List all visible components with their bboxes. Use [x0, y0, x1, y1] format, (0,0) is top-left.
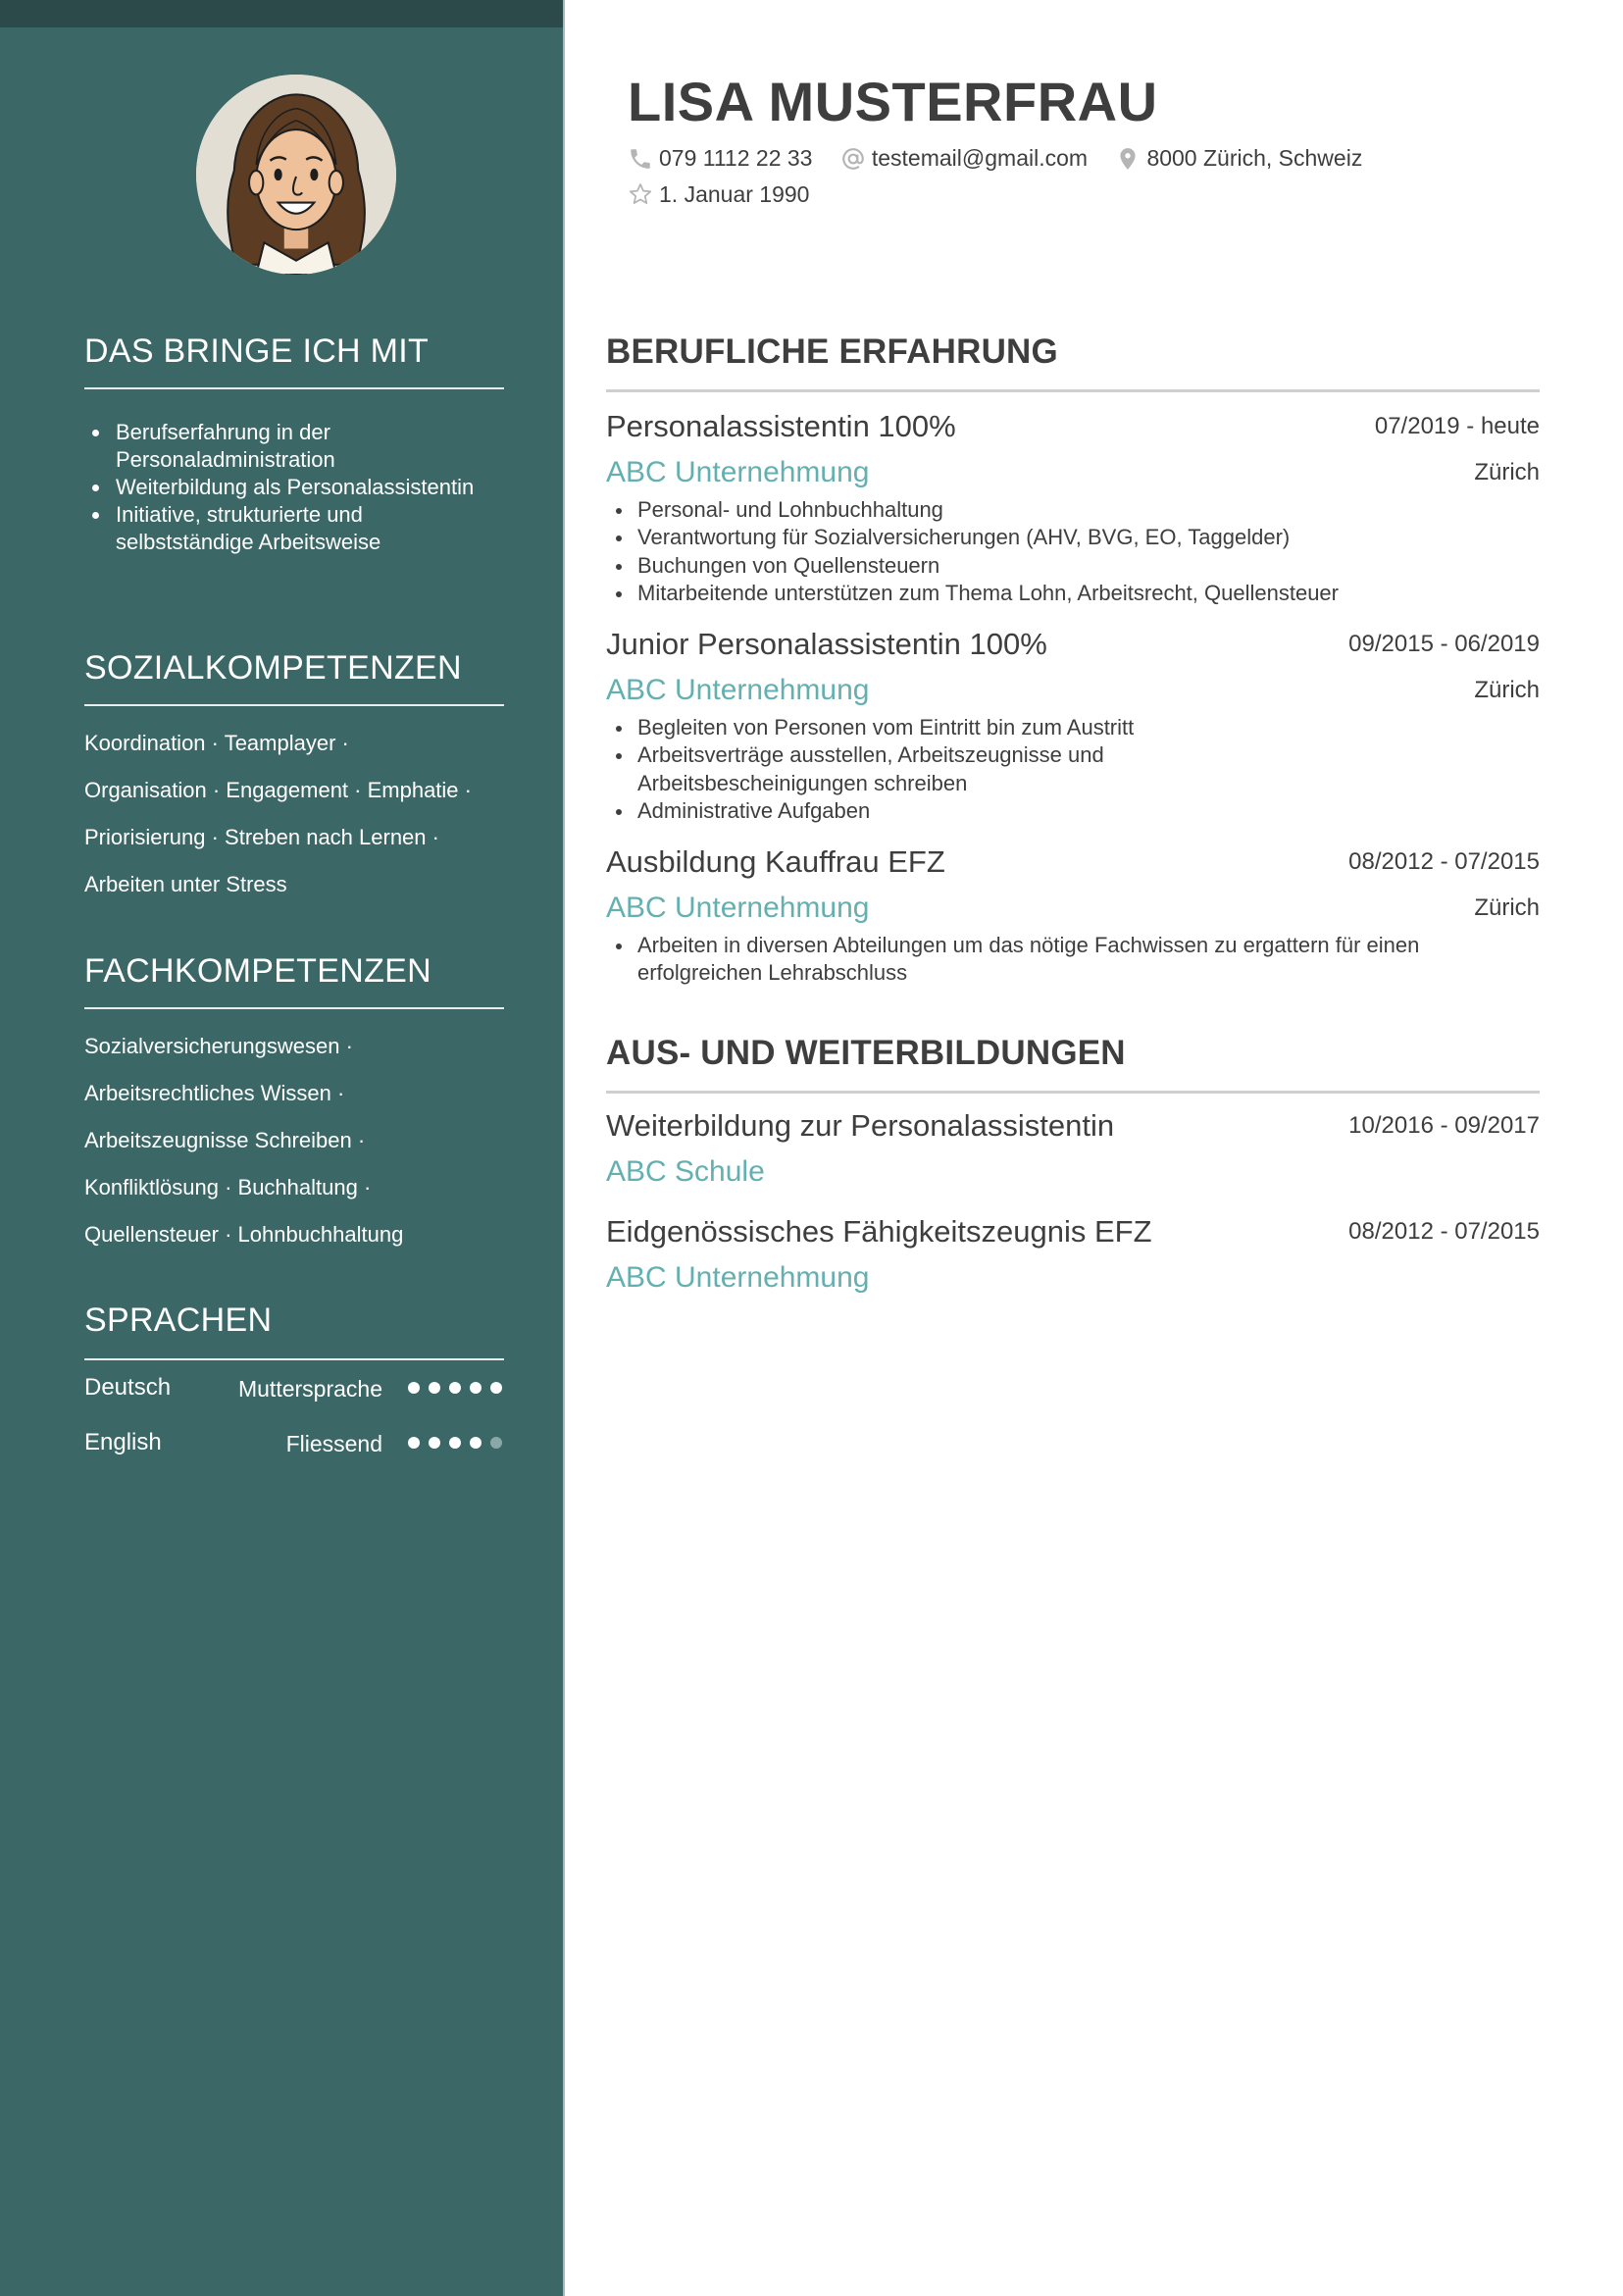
rating-dot-empty: [490, 1437, 502, 1449]
skill-line: Sozialversicherungswesen ·: [84, 1034, 353, 1059]
language-rating: [408, 1382, 502, 1394]
rating-dot-filled: [470, 1382, 482, 1394]
hard-skills-section: [84, 953, 504, 1258]
job-date: 07/2019 - heute: [1374, 412, 1540, 439]
contact-birthdate: [628, 179, 809, 210]
sidebar-edge: [563, 0, 565, 2296]
company-name: ABC Unternehmung: [606, 673, 870, 706]
languages-section: [84, 1302, 504, 1470]
phone-icon: [628, 146, 653, 172]
language-level: Muttersprache: [237, 1376, 382, 1403]
skill-line: Arbeitszeugnisse Schreiben ·: [84, 1128, 366, 1153]
education-date: 10/2016 - 09/2017: [1348, 1111, 1540, 1139]
job-location: Zürich: [1474, 676, 1540, 703]
job-title: Ausbildung Kauffrau EFZ: [606, 843, 945, 879]
rating-dot-filled: [429, 1437, 440, 1449]
institution-name: ABC Unternehmung: [606, 1260, 870, 1294]
strengths-section: [84, 333, 504, 556]
rating-dot-filled: [449, 1382, 461, 1394]
job-responsibilities: [606, 932, 1528, 988]
job-location: Zürich: [1474, 893, 1540, 921]
avatar-illustration-icon: [196, 75, 396, 275]
sidebar: [0, 0, 563, 2296]
location-pin-icon: [1115, 146, 1141, 172]
skill-line: Arbeitsrechtliches Wissen ·: [84, 1081, 345, 1106]
star-icon: [628, 181, 653, 207]
social-skills-title: SOZIALKOMPETENZEN: [84, 649, 462, 687]
full-name: LISA MUSTERFRAU: [628, 71, 1158, 132]
responsibility-item: Arbeiten in diversen Abteilungen um das nötige Fachwissen zu ergattern für einen erfolgreichen Lehrabschluss: [606, 932, 1528, 988]
email-address[interactable]: testemail@gmail.com: [871, 145, 1089, 171]
sidebar-top-band: [0, 0, 563, 27]
rating-dot-filled: [470, 1437, 482, 1449]
education-title: AUS- UND WEITERBILDUNGEN: [606, 1034, 1126, 1072]
education-entry: [606, 1101, 1540, 1194]
section-divider: [84, 704, 504, 706]
strength-item: Initiative, strukturierte und selbstständige Arbeitsweise: [84, 501, 504, 556]
language-name: English: [84, 1429, 162, 1456]
profile-header: [628, 69, 1384, 215]
experience-entry: [606, 402, 1540, 608]
education-title-text: Eidgenössisches Fähigkeitszeugnis EFZ: [606, 1213, 1152, 1249]
job-responsibilities: [606, 496, 1540, 608]
strengths-title: DAS BRINGE ICH MIT: [84, 332, 430, 370]
languages-title: SPRACHEN: [84, 1301, 273, 1339]
experience-section: [606, 333, 1540, 988]
education-entry: [606, 1207, 1540, 1300]
experience-entry: [606, 620, 1540, 826]
rating-dot-filled: [429, 1382, 440, 1394]
skill-line: Organisation · Engagement · Emphatie ·: [84, 778, 472, 803]
job-title: Junior Personalassistentin 100%: [606, 626, 1047, 661]
contact-email: [840, 143, 1088, 174]
responsibility-item: Buchungen von Quellensteuern: [606, 552, 1540, 581]
company-name: ABC Unternehmung: [606, 455, 870, 488]
skill-line: Priorisierung · Streben nach Lernen ·: [84, 825, 439, 850]
responsibility-item: Mitarbeitende unterstützen zum Thema Lohn, Arbeitsrecht, Quellensteuer: [606, 580, 1540, 608]
section-divider: [84, 1007, 504, 1009]
contact-location: [1115, 143, 1362, 174]
phone-number[interactable]: 079 1112 22 33: [659, 145, 813, 171]
education-date: 08/2012 - 07/2015: [1348, 1217, 1540, 1245]
language-name: Deutsch: [84, 1374, 172, 1402]
responsibility-item: Begleiten von Personen vom Eintritt bin zum Austritt: [606, 714, 1194, 742]
job-location: Zürich: [1474, 458, 1540, 485]
rating-dot-filled: [408, 1437, 420, 1449]
avatar: [196, 75, 396, 275]
section-divider: [84, 387, 504, 389]
strength-item: Berufserfahrung in der Personaladministration: [84, 419, 504, 474]
language-level: Fliessend: [285, 1431, 382, 1457]
responsibility-item: Personal- und Lohnbuchhaltung: [606, 496, 1540, 525]
hard-skills-title: FACHKOMPETENZEN: [84, 952, 431, 990]
skill-line: Konfliktlösung · Buchhaltung ·: [84, 1175, 372, 1200]
institution-name: ABC Schule: [606, 1154, 765, 1188]
skill-line: Arbeiten unter Stress: [84, 872, 287, 897]
company-name: ABC Unternehmung: [606, 891, 870, 924]
job-responsibilities: [606, 714, 1194, 826]
contact-phone: [628, 143, 812, 174]
strength-item: Weiterbildung als Personalassistentin: [84, 474, 504, 501]
skill-line: Quellensteuer · Lohnbuchhaltung: [84, 1222, 404, 1248]
language-row: [84, 1415, 504, 1470]
job-date: 09/2015 - 06/2019: [1348, 630, 1540, 657]
experience-entry: [606, 838, 1540, 988]
education-title-text: Weiterbildung zur Personalassistentin: [606, 1107, 1115, 1143]
birthdate-text: 1. Januar 1990: [659, 180, 810, 207]
experience-title: BERUFLICHE ERFAHRUNG: [606, 332, 1058, 371]
section-divider: [606, 389, 1540, 392]
location-text: 8000 Zürich, Schweiz: [1146, 145, 1363, 171]
rating-dot-filled: [408, 1382, 420, 1394]
language-rating: [408, 1437, 502, 1449]
rating-dot-filled: [490, 1382, 502, 1394]
job-title: Personalassistentin 100%: [606, 408, 956, 443]
at-icon: [840, 146, 866, 172]
language-row: [84, 1360, 504, 1415]
responsibility-item: Administrative Aufgaben: [606, 797, 1194, 826]
skill-line: Koordination · Teamplayer ·: [84, 731, 349, 756]
section-divider: [606, 1091, 1540, 1094]
hard-skills-list: [84, 1023, 504, 1258]
social-skills-section: [84, 650, 504, 908]
strengths-list: [84, 419, 504, 556]
contact-info: [628, 143, 1384, 215]
education-section: [606, 1035, 1540, 1300]
responsibility-item: Arbeitsverträge ausstellen, Arbeitszeugnisse und Arbeitsbescheinigungen schreiben: [606, 741, 1194, 797]
job-date: 08/2012 - 07/2015: [1348, 847, 1540, 875]
rating-dot-filled: [449, 1437, 461, 1449]
responsibility-item: Verantwortung für Sozialversicherungen (AHV, BVG, EO, Taggelder): [606, 524, 1540, 552]
social-skills-list: [84, 720, 504, 908]
